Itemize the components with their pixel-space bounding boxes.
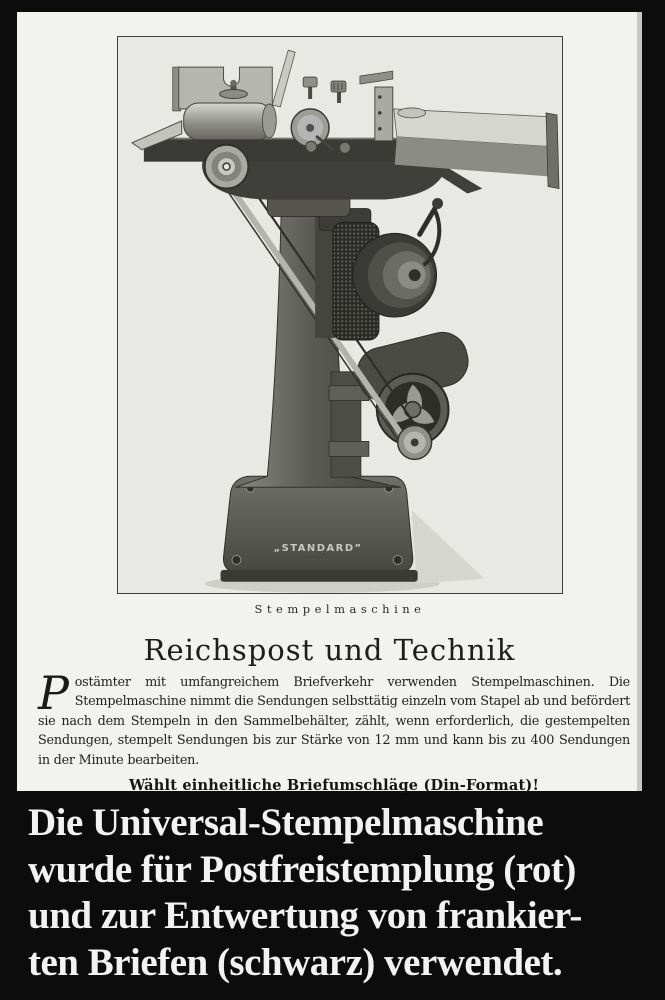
advert-page bbox=[17, 12, 642, 795]
caption-line: Die Universal-Stempelmaschine bbox=[28, 801, 544, 844]
caption-line: und zur Entwertung von frankier- bbox=[28, 894, 582, 937]
caption-line: wurde für Postfreistemplung (rot) bbox=[28, 847, 576, 891]
collector-caption bbox=[28, 800, 660, 986]
caption-line: ten Briefen (schwarz) verwendet. bbox=[28, 940, 563, 984]
nameplate-subtext: · · · · bbox=[306, 557, 331, 563]
machine-nameplate: „STANDARD” bbox=[273, 542, 363, 554]
stempelmaschine-illustration bbox=[118, 37, 562, 593]
body-paragraph: ostämter mit umfangreichem Briefverkehr verwenden Stempelmaschinen. Die Stempelmaschine nimmt die Sendungen selbsttätig einzeln vom Stapel ab und befördert sie nach dem Stempeln in den Sammelbehälter, zählt, wenn erforderlich, die gestempelten Sendungen, stempelt Sendungen bis zur Stärke von 12 mm und kann bis zu 400 Sendungen in der Minute bearbeiten. bbox=[38, 675, 630, 768]
advert-body-text bbox=[38, 666, 630, 795]
drop-cap: P bbox=[38, 666, 69, 720]
advert-headline: Reichspost und Technik bbox=[143, 633, 516, 667]
advert-slogan: Wählt einheitliche Briefumschläge (Din-Format)! bbox=[128, 777, 540, 795]
photo-caption: Stempelmaschine bbox=[254, 602, 426, 616]
machine-photo-frame bbox=[117, 36, 563, 594]
